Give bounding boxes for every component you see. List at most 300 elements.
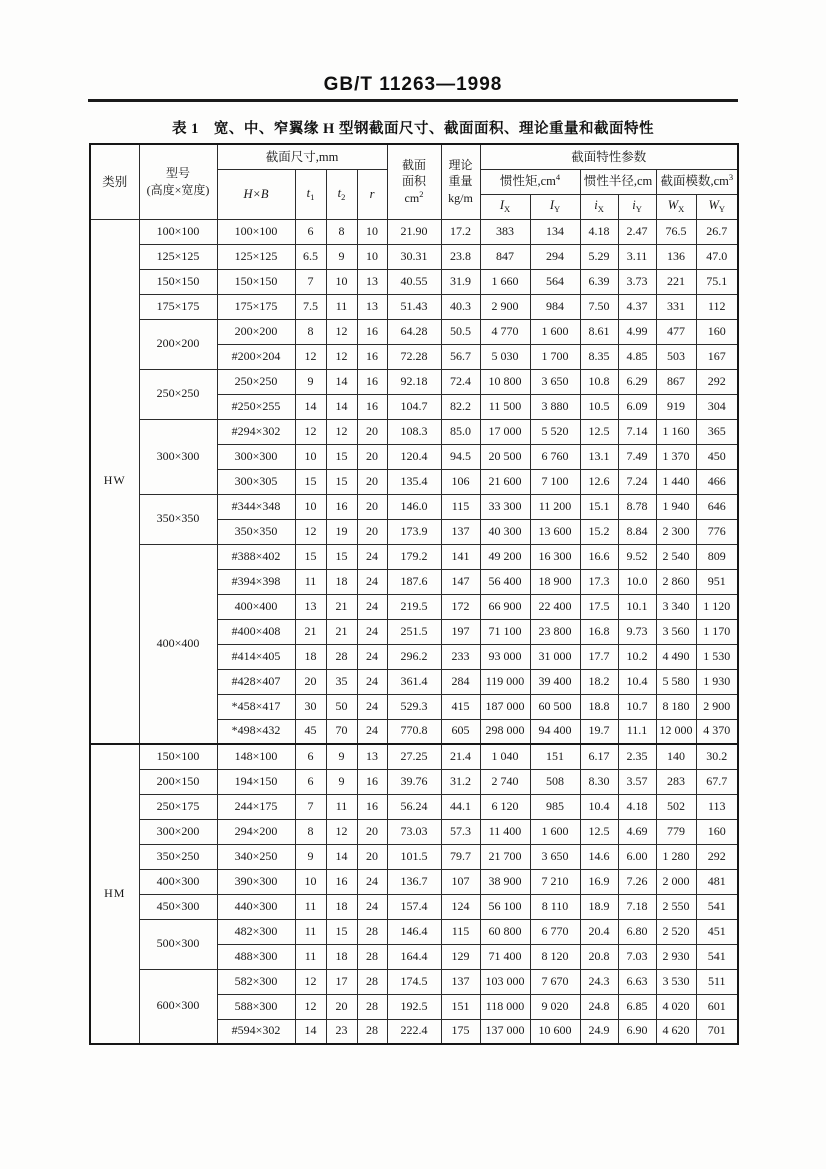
group-header-section-modulus: 截面模数$,cm^3$ (656, 169, 738, 194)
iy-radius-cell: 10.7 (618, 694, 656, 719)
iy-moment-cell: 94 400 (530, 719, 580, 744)
t2-cell: 11 (326, 294, 357, 319)
iy-moment-cell: 294 (530, 244, 580, 269)
col-header-ix: $i_X$ (580, 194, 618, 219)
t2-cell: 11 (326, 794, 357, 819)
hxb-cell: 340×250 (217, 844, 295, 869)
t1-cell: 13 (295, 594, 326, 619)
iy-radius-cell: 2.47 (618, 219, 656, 244)
table-row (90, 894, 738, 919)
weight-cell: 124 (441, 894, 480, 919)
ix-radius-cell: 16.6 (580, 544, 618, 569)
table-row (90, 244, 738, 269)
ix-moment-cell: 21 700 (480, 844, 530, 869)
area-cell: 30.31 (387, 244, 441, 269)
iy-radius-cell: 11.1 (618, 719, 656, 744)
model-cell: 400×400 (139, 544, 217, 744)
hxb-cell: 194×150 (217, 769, 295, 794)
area-cell: 56.24 (387, 794, 441, 819)
t2-cell: 17 (326, 969, 357, 994)
ix-radius-cell: 20.8 (580, 944, 618, 969)
iy-radius-cell: 6.63 (618, 969, 656, 994)
wx-cell: 2 520 (656, 919, 696, 944)
ix-moment-cell: 2 900 (480, 294, 530, 319)
iy-radius-cell: 4.85 (618, 344, 656, 369)
model-cell: 125×125 (139, 244, 217, 269)
hxb-cell: #200×204 (217, 344, 295, 369)
hxb-cell: *498×432 (217, 719, 295, 744)
area-cell: 120.4 (387, 444, 441, 469)
t2-cell: 21 (326, 594, 357, 619)
iy-moment-cell: 8 110 (530, 894, 580, 919)
hxb-cell: #394×398 (217, 569, 295, 594)
hxb-cell: 582×300 (217, 969, 295, 994)
r-cell: 24 (357, 669, 387, 694)
r-cell: 24 (357, 694, 387, 719)
model-cell: 300×200 (139, 819, 217, 844)
ix-moment-cell: 60 800 (480, 919, 530, 944)
ix-moment-cell: 137 000 (480, 1019, 530, 1044)
table-body (90, 219, 738, 1044)
t1-cell: 12 (295, 419, 326, 444)
ix-radius-cell: 10.8 (580, 369, 618, 394)
hxb-cell: 350×350 (217, 519, 295, 544)
hxb-cell: #294×302 (217, 419, 295, 444)
t2-cell: 14 (326, 844, 357, 869)
t2-cell: 18 (326, 569, 357, 594)
ix-moment-cell: 93 000 (480, 644, 530, 669)
ix-radius-cell: 7.50 (580, 294, 618, 319)
ix-moment-cell: 11 400 (480, 819, 530, 844)
iy-radius-cell: 6.85 (618, 994, 656, 1019)
wx-cell: 779 (656, 819, 696, 844)
t1-cell: 12 (295, 519, 326, 544)
area-cell: 101.5 (387, 844, 441, 869)
weight-cell: 40.3 (441, 294, 480, 319)
weight-cell: 605 (441, 719, 480, 744)
iy-moment-cell: 7 670 (530, 969, 580, 994)
r-cell: 20 (357, 844, 387, 869)
area-cell: 27.25 (387, 744, 441, 769)
ix-moment-cell: 298 000 (480, 719, 530, 744)
t2-cell: 9 (326, 744, 357, 769)
wx-cell: 867 (656, 369, 696, 394)
group-header-properties: 截面特性参数 (480, 144, 738, 169)
t1-cell: 7 (295, 794, 326, 819)
r-cell: 24 (357, 894, 387, 919)
model-cell: 100×100 (139, 219, 217, 244)
ix-moment-cell: 5 030 (480, 344, 530, 369)
wy-cell: 160 (696, 819, 738, 844)
table-row (90, 769, 738, 794)
t2-cell: 23 (326, 1019, 357, 1044)
iy-radius-cell: 6.00 (618, 844, 656, 869)
ix-radius-cell: 6.17 (580, 744, 618, 769)
wy-cell: 701 (696, 1019, 738, 1044)
ix-radius-cell: 12.5 (580, 419, 618, 444)
hxb-cell: #594×302 (217, 1019, 295, 1044)
ix-radius-cell: 15.1 (580, 494, 618, 519)
r-cell: 28 (357, 969, 387, 994)
area-cell: 72.28 (387, 344, 441, 369)
wx-cell: 502 (656, 794, 696, 819)
wx-cell: 2 300 (656, 519, 696, 544)
iy-moment-cell: 11 200 (530, 494, 580, 519)
model-cell: 250×175 (139, 794, 217, 819)
area-cell: 92.18 (387, 369, 441, 394)
r-cell: 13 (357, 744, 387, 769)
iy-radius-cell: 8.84 (618, 519, 656, 544)
model-header-line1: 型号 (165, 165, 190, 180)
weight-cell: 23.8 (441, 244, 480, 269)
iy-radius-cell: 8.78 (618, 494, 656, 519)
wy-cell: 75.1 (696, 269, 738, 294)
wy-cell: 466 (696, 469, 738, 494)
hxb-cell: 175×175 (217, 294, 295, 319)
category-cell: HM (90, 744, 139, 1044)
area-cell: 21.90 (387, 219, 441, 244)
wy-cell: 365 (696, 419, 738, 444)
area-cell: 136.7 (387, 869, 441, 894)
wy-cell: 2 900 (696, 694, 738, 719)
iy-moment-cell: 7 210 (530, 869, 580, 894)
ix-moment-cell: 38 900 (480, 869, 530, 894)
r-cell: 28 (357, 1019, 387, 1044)
iy-radius-cell: 7.14 (618, 419, 656, 444)
iy-moment-cell: 23 800 (530, 619, 580, 644)
wx-cell: 1 440 (656, 469, 696, 494)
wy-cell: 160 (696, 319, 738, 344)
t1-cell: 10 (295, 869, 326, 894)
wy-cell: 4 370 (696, 719, 738, 744)
model-cell: 450×300 (139, 894, 217, 919)
iy-radius-cell: 6.90 (618, 1019, 656, 1044)
group-header-inertia-radius: 惯性半径,cm (580, 169, 656, 194)
weight-cell: 107 (441, 869, 480, 894)
r-cell: 20 (357, 519, 387, 544)
t1-cell: 7.5 (295, 294, 326, 319)
r-cell: 28 (357, 944, 387, 969)
t2-cell: 14 (326, 369, 357, 394)
model-cell: 350×350 (139, 494, 217, 544)
r-cell: 28 (357, 919, 387, 944)
hxb-cell: #344×348 (217, 494, 295, 519)
wy-cell: 951 (696, 569, 738, 594)
model-cell: 150×150 (139, 269, 217, 294)
ix-moment-cell: 66 900 (480, 594, 530, 619)
weight-cell: 72.4 (441, 369, 480, 394)
iy-radius-cell: 6.80 (618, 919, 656, 944)
hxb-cell: 588×300 (217, 994, 295, 1019)
area-cell: 222.4 (387, 1019, 441, 1044)
t2-cell: 12 (326, 419, 357, 444)
t2-cell: 18 (326, 944, 357, 969)
ix-radius-cell: 12.6 (580, 469, 618, 494)
model-cell: 200×200 (139, 319, 217, 369)
hxb-cell: #388×402 (217, 544, 295, 569)
area-cell: 219.5 (387, 594, 441, 619)
wx-cell: 2 540 (656, 544, 696, 569)
ix-moment-cell: 1 660 (480, 269, 530, 294)
hxb-cell: 294×200 (217, 819, 295, 844)
wx-cell: 2 550 (656, 894, 696, 919)
wy-cell: 26.7 (696, 219, 738, 244)
ix-moment-cell: 40 300 (480, 519, 530, 544)
wy-cell: 1 930 (696, 669, 738, 694)
weight-cell: 44.1 (441, 794, 480, 819)
wy-cell: 113 (696, 794, 738, 819)
ix-radius-cell: 16.8 (580, 619, 618, 644)
table-row (90, 419, 738, 444)
iy-moment-cell: 18 900 (530, 569, 580, 594)
model-cell: 175×175 (139, 294, 217, 319)
area-cell: 173.9 (387, 519, 441, 544)
r-cell: 24 (357, 594, 387, 619)
weight-cell: 115 (441, 494, 480, 519)
area-cell: 146.0 (387, 494, 441, 519)
ix-radius-cell: 8.30 (580, 769, 618, 794)
iy-radius-cell: 7.03 (618, 944, 656, 969)
t1-cell: 12 (295, 994, 326, 1019)
ix-radius-cell: 17.3 (580, 569, 618, 594)
wx-cell: 919 (656, 394, 696, 419)
r-cell: 20 (357, 469, 387, 494)
t1-cell: 11 (295, 919, 326, 944)
table-row (90, 844, 738, 869)
ix-moment-cell: 49 200 (480, 544, 530, 569)
iy-moment-cell: 985 (530, 794, 580, 819)
ix-moment-cell: 56 400 (480, 569, 530, 594)
weight-cell: 172 (441, 594, 480, 619)
t2-cell: 18 (326, 894, 357, 919)
t2-cell: 50 (326, 694, 357, 719)
iy-radius-cell: 2.35 (618, 744, 656, 769)
ix-radius-cell: 13.1 (580, 444, 618, 469)
t1-cell: 9 (295, 369, 326, 394)
r-cell: 16 (357, 369, 387, 394)
t1-cell: 9 (295, 844, 326, 869)
area-header-unit: $cm^2$ (404, 189, 424, 206)
ix-radius-cell: 5.29 (580, 244, 618, 269)
iy-radius-cell: 10.1 (618, 594, 656, 619)
wx-cell: 331 (656, 294, 696, 319)
iy-radius-cell: 3.11 (618, 244, 656, 269)
t1-cell: 18 (295, 644, 326, 669)
hxb-cell: 488×300 (217, 944, 295, 969)
table-header (90, 144, 738, 219)
weight-cell: 56.7 (441, 344, 480, 369)
weight-cell: 175 (441, 1019, 480, 1044)
t2-cell: 70 (326, 719, 357, 744)
area-cell: 108.3 (387, 419, 441, 444)
r-cell: 13 (357, 269, 387, 294)
standard-number: GB/T 11263—1998 (323, 74, 503, 95)
t1-cell: 7 (295, 269, 326, 294)
col-header-area (387, 144, 441, 219)
t2-cell: 8 (326, 219, 357, 244)
wy-cell: 67.7 (696, 769, 738, 794)
ix-radius-cell: 10.5 (580, 394, 618, 419)
area-cell: 174.5 (387, 969, 441, 994)
r-cell: 24 (357, 644, 387, 669)
iy-moment-cell: 39 400 (530, 669, 580, 694)
hxb-cell: 244×175 (217, 794, 295, 819)
t2-cell: 15 (326, 919, 357, 944)
r-cell: 20 (357, 494, 387, 519)
t1-cell: 6 (295, 744, 326, 769)
wy-cell: 451 (696, 919, 738, 944)
iy-radius-cell: 4.18 (618, 794, 656, 819)
iy-moment-cell: 8 120 (530, 944, 580, 969)
r-cell: 16 (357, 344, 387, 369)
wx-cell: 136 (656, 244, 696, 269)
wx-cell: 4 020 (656, 994, 696, 1019)
r-cell: 16 (357, 319, 387, 344)
weight-cell: 115 (441, 919, 480, 944)
wx-cell: 3 560 (656, 619, 696, 644)
table-row (90, 969, 738, 994)
model-cell: 200×150 (139, 769, 217, 794)
iy-moment-cell: 508 (530, 769, 580, 794)
r-cell: 20 (357, 444, 387, 469)
wy-cell: 167 (696, 344, 738, 369)
area-header-line2: 面积 (402, 174, 427, 189)
t1-cell: 6.5 (295, 244, 326, 269)
ix-radius-cell: 4.18 (580, 219, 618, 244)
ix-moment-cell: 11 500 (480, 394, 530, 419)
wy-cell: 112 (696, 294, 738, 319)
ix-radius-cell: 24.3 (580, 969, 618, 994)
r-cell: 10 (357, 219, 387, 244)
t1-cell: 30 (295, 694, 326, 719)
area-cell: 51.43 (387, 294, 441, 319)
col-header-t2: $t_2$ (326, 169, 357, 219)
iy-moment-cell: 3 650 (530, 369, 580, 394)
t2-cell: 9 (326, 769, 357, 794)
wx-cell: 1 280 (656, 844, 696, 869)
weight-cell: 50.5 (441, 319, 480, 344)
t1-cell: 20 (295, 669, 326, 694)
t1-cell: 6 (295, 769, 326, 794)
t2-cell: 12 (326, 344, 357, 369)
ix-radius-cell: 12.5 (580, 819, 618, 844)
ix-moment-cell: 56 100 (480, 894, 530, 919)
ix-radius-cell: 6.39 (580, 269, 618, 294)
weight-cell: 137 (441, 969, 480, 994)
table-row (90, 819, 738, 844)
wx-cell: 4 620 (656, 1019, 696, 1044)
t2-cell: 35 (326, 669, 357, 694)
area-cell: 146.4 (387, 919, 441, 944)
model-header-line2: (高度×宽度) (146, 182, 210, 197)
table-row (90, 219, 738, 244)
area-header-line1: 截面 (402, 157, 427, 172)
table-row (90, 269, 738, 294)
ix-moment-cell: 383 (480, 219, 530, 244)
hxb-cell: 148×100 (217, 744, 295, 769)
wx-cell: 2 930 (656, 944, 696, 969)
area-cell: 64.28 (387, 319, 441, 344)
wy-cell: 292 (696, 844, 738, 869)
iy-moment-cell: 3 650 (530, 844, 580, 869)
t1-cell: 10 (295, 444, 326, 469)
weight-cell: 233 (441, 644, 480, 669)
ix-radius-cell: 24.8 (580, 994, 618, 1019)
t2-cell: 15 (326, 469, 357, 494)
iy-moment-cell: 1 700 (530, 344, 580, 369)
iy-moment-cell: 1 600 (530, 319, 580, 344)
iy-radius-cell: 7.24 (618, 469, 656, 494)
table-row (90, 869, 738, 894)
group-header-inertia-moment: 惯性矩$,cm^4$ (480, 169, 580, 194)
header-rule (88, 99, 738, 102)
iy-radius-cell: 7.18 (618, 894, 656, 919)
ix-radius-cell: 19.7 (580, 719, 618, 744)
col-header-r: r (357, 169, 387, 219)
table-row (90, 294, 738, 319)
iy-moment-cell: 5 520 (530, 419, 580, 444)
ix-moment-cell: 71 400 (480, 944, 530, 969)
area-cell: 361.4 (387, 669, 441, 694)
t2-cell: 14 (326, 394, 357, 419)
ix-moment-cell: 6 120 (480, 794, 530, 819)
hxb-cell: 440×300 (217, 894, 295, 919)
t1-cell: 11 (295, 894, 326, 919)
area-cell: 179.2 (387, 544, 441, 569)
ix-moment-cell: 103 000 (480, 969, 530, 994)
hxb-cell: 482×300 (217, 919, 295, 944)
area-cell: 73.03 (387, 819, 441, 844)
t1-cell: 8 (295, 819, 326, 844)
wy-cell: 601 (696, 994, 738, 1019)
hxb-cell: #250×255 (217, 394, 295, 419)
r-cell: 16 (357, 394, 387, 419)
ix-radius-cell: 10.4 (580, 794, 618, 819)
weight-cell: 284 (441, 669, 480, 694)
hxb-cell: 400×400 (217, 594, 295, 619)
ix-radius-cell: 17.5 (580, 594, 618, 619)
hxb-cell: 390×300 (217, 869, 295, 894)
wy-cell: 450 (696, 444, 738, 469)
iy-radius-cell: 4.99 (618, 319, 656, 344)
table-row (90, 369, 738, 394)
t1-cell: 11 (295, 944, 326, 969)
model-cell: 250×250 (139, 369, 217, 419)
ix-radius-cell: 15.2 (580, 519, 618, 544)
r-cell: 10 (357, 244, 387, 269)
wx-cell: 4 490 (656, 644, 696, 669)
t1-cell: 14 (295, 394, 326, 419)
weight-header-line1: 理论 (448, 157, 473, 172)
ix-moment-cell: 118 000 (480, 994, 530, 1019)
wy-cell: 776 (696, 519, 738, 544)
iy-radius-cell: 6.29 (618, 369, 656, 394)
iy-radius-cell: 9.73 (618, 619, 656, 644)
model-cell: 600×300 (139, 969, 217, 1044)
ix-moment-cell: 847 (480, 244, 530, 269)
r-cell: 24 (357, 544, 387, 569)
iy-radius-cell: 9.52 (618, 544, 656, 569)
model-cell: 300×300 (139, 419, 217, 494)
ix-radius-cell: 8.35 (580, 344, 618, 369)
hxb-cell: 250×250 (217, 369, 295, 394)
iy-moment-cell: 6 770 (530, 919, 580, 944)
weight-cell: 21.4 (441, 744, 480, 769)
t1-cell: 12 (295, 969, 326, 994)
col-header-hxb: H×B (217, 169, 295, 219)
area-cell: 164.4 (387, 944, 441, 969)
iy-moment-cell: 151 (530, 744, 580, 769)
